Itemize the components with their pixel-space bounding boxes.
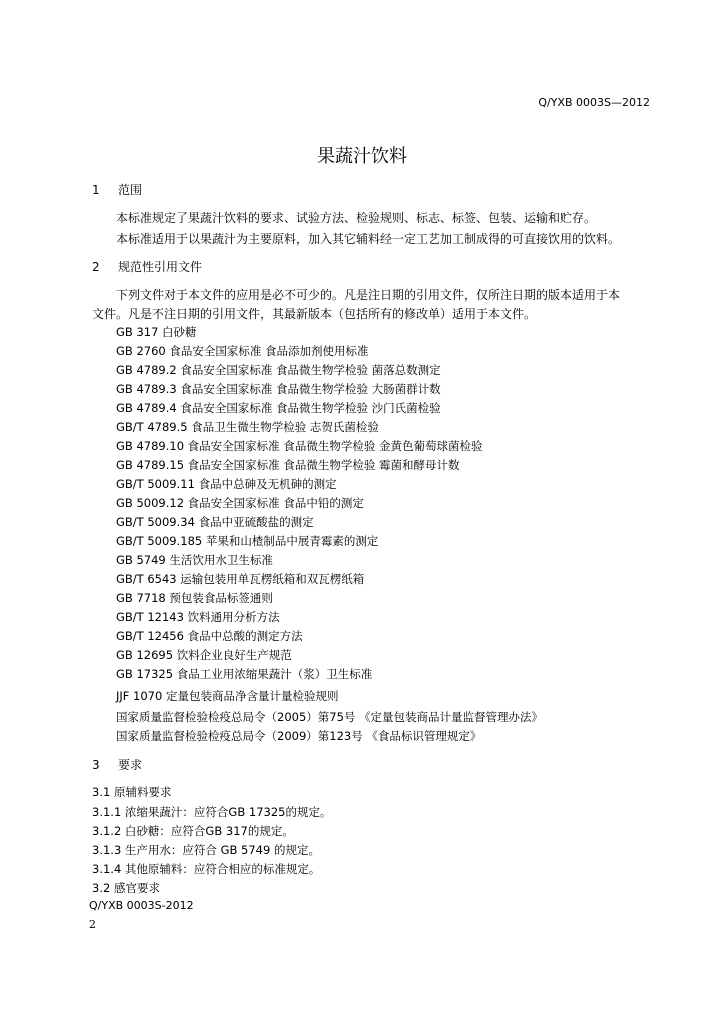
footer-standard-code: Q/YXB 0003S-2012 — [89, 899, 194, 912]
reference-item: 国家质量监督检验检疫总局令（2005）第75号 《定量包装商品计量监督管理办法》 — [116, 710, 544, 724]
reference-item: GB 5749 生活饮用水卫生标准 — [116, 553, 273, 567]
header-standard-code: Q/YXB 0003S—2012 — [538, 96, 650, 109]
document-title: 果蔬汁饮料 — [317, 146, 407, 167]
requirement-item: 3.1 原辅料要求 — [92, 785, 172, 799]
section-3-heading — [92, 756, 142, 773]
section-1-heading — [92, 181, 142, 198]
section-1-para-1: 本标准规定了果蔬汁饮料的要求、试验方法、检验规则、标志、标签、包装、运输和贮存。 — [116, 211, 597, 225]
reference-item: GB 12695 饮料企业良好生产规范 — [116, 648, 292, 662]
reference-item: GB/T 4789.5 食品卫生微生物学检验 志贺氏菌检验 — [116, 420, 379, 434]
requirement-item: 3.1.3 生产用水：应符合 GB 5749 的规定。 — [92, 843, 320, 857]
reference-item: GB/T 5009.34 食品中亚硫酸盐的测定 — [116, 515, 314, 529]
reference-item: GB 4789.10 食品安全国家标准 食品微生物学检验 金黄色葡萄球菌检验 — [116, 439, 483, 453]
section-2-intro-line-2: 文件。凡是不注日期的引用文件，其最新版本（包括所有的修改单）适用于本文件。 — [92, 307, 537, 321]
reference-item: GB 5009.12 食品安全国家标准 食品中铅的测定 — [116, 496, 364, 510]
page-number: 2 — [89, 918, 96, 931]
section-2-intro-line-1: 下列文件对于本文件的应用是必不可少的。凡是注日期的引用文件，仅所注日期的版本适用于本 — [116, 288, 621, 302]
reference-item: GB/T 12456 食品中总酸的测定方法 — [116, 629, 303, 643]
reference-item: GB 2760 食品安全国家标准 食品添加剂使用标准 — [116, 344, 369, 358]
section-2-heading — [92, 258, 202, 275]
section-1-title: 范围 — [118, 183, 143, 197]
reference-item: GB 317 白砂糖 — [116, 325, 197, 339]
section-2-number: 2 — [92, 260, 100, 274]
section-3-number: 3 — [92, 758, 100, 772]
requirement-item: 3.1.4 其他原辅料：应符合相应的标准规定。 — [92, 862, 321, 876]
section-2-title: 规范性引用文件 — [118, 260, 203, 274]
reference-item: GB 4789.2 食品安全国家标准 食品微生物学检验 菌落总数测定 — [116, 363, 441, 377]
requirement-item: 3.1.2 白砂糖：应符合GB 317的规定。 — [92, 824, 294, 838]
reference-item: JJF 1070 定量包装商品净含量计量检验规则 — [116, 689, 339, 703]
reference-item: GB 4789.15 食品安全国家标准 食品微生物学检验 霉菌和酵母计数 — [116, 458, 460, 472]
reference-item: GB 4789.4 食品安全国家标准 食品微生物学检验 沙门氏菌检验 — [116, 401, 441, 415]
reference-item: GB/T 12143 饮料通用分析方法 — [116, 610, 280, 624]
section-3-title: 要求 — [118, 758, 143, 772]
requirement-item: 3.2 感官要求 — [92, 881, 160, 895]
reference-item: GB/T 5009.11 食品中总砷及无机砷的测定 — [116, 477, 337, 491]
reference-item: GB/T 6543 运输包装用单瓦楞纸箱和双瓦楞纸箱 — [116, 572, 365, 586]
reference-item: 国家质量监督检验检疫总局令（2009）第123号 《食品标识管理规定》 — [116, 729, 482, 743]
reference-item: GB 17325 食品工业用浓缩果蔬汁（浆）卫生标准 — [116, 667, 373, 681]
section-1-number: 1 — [92, 183, 100, 197]
reference-item: GB/T 5009.185 苹果和山楂制品中展青霉素的测定 — [116, 534, 379, 548]
reference-item: GB 4789.3 食品安全国家标准 食品微生物学检验 大肠菌群计数 — [116, 382, 441, 396]
reference-item: GB 7718 预包装食品标签通则 — [116, 591, 273, 605]
requirement-item: 3.1.1 浓缩果蔬汁：应符合GB 17325的规定。 — [92, 805, 332, 819]
section-1-para-2: 本标准适用于以果蔬汁为主要原料，加入其它辅料经一定工艺加工制成得的可直接饮用的饮料。 — [116, 232, 621, 246]
